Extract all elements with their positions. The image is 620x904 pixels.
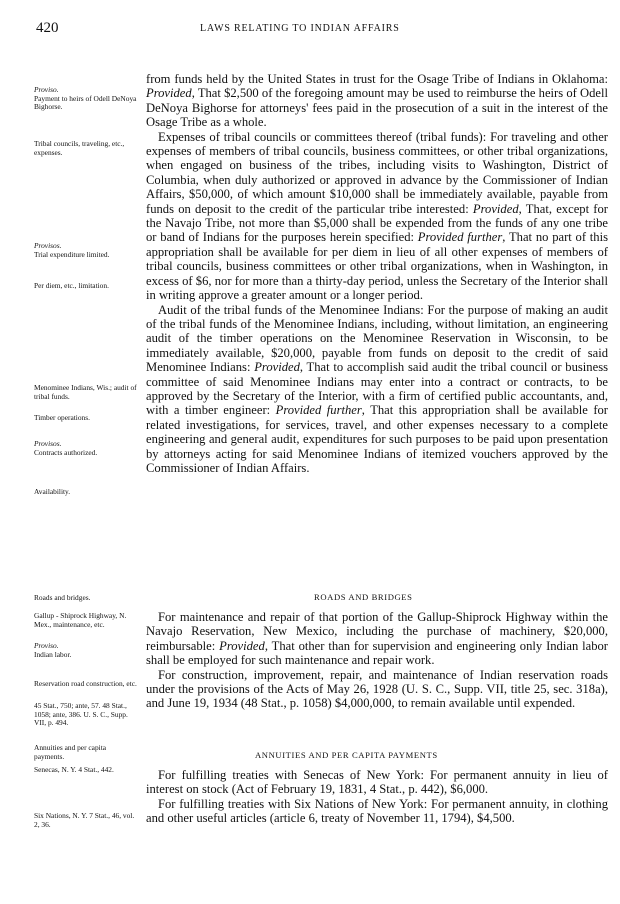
proviso-word: Provided bbox=[146, 86, 192, 101]
margin-note-proviso-labor bbox=[34, 642, 138, 659]
margin-note-text: Contracts authorized. bbox=[34, 447, 98, 457]
text: , That no part of this appropriation shall be available for per diem in lieu of all other expenses of members of tribal councils, business committees or other tribal organizations, when in Washington, in excess of $6, nor for more than a thirty-day period, unless the Secretary of the Interior shall in writing approve a greater amount or a longer period. bbox=[146, 230, 609, 303]
section-heading-roads: ROADS AND BRIDGES bbox=[314, 592, 413, 602]
paragraph-reservation-roads: For construction, improvement, repair, and maintenance of Indian reservation roads under the provisions of the Acts of May 26, 1928 (U. S. C., Supp. VII, title 25, sec. 318a), and June 19, 1934 (48 Stat., p. 1058) $4,000,000, to remain available until expended. bbox=[146, 667, 608, 711]
margin-note-reservation-roads: Reservation road construction, etc. bbox=[34, 679, 137, 688]
margin-note-text: Payment to heirs of Odell DeNoya Bighorse. bbox=[34, 93, 137, 112]
text: , That to accomplish said audit the tribal council or business committee of said Menominee Indians may enter into a contract or contracts, to be approved by the Secretary of the Interior, with a firm of certified public accountants, and, with a timber engineer: bbox=[146, 360, 608, 418]
paragraph-menominee bbox=[146, 303, 608, 476]
margin-note-availability: Availability. bbox=[34, 487, 71, 496]
margin-note-text: Trial expenditure limited. bbox=[34, 249, 110, 259]
margin-note-timber: Timber operations. bbox=[34, 413, 90, 422]
margin-note-citations: 45 Stat., 750; ante, 57. 48 Stat., 1058; ante, 386. U. S. C., Supp. VII, p. 494. bbox=[34, 701, 128, 728]
margin-note-label: Provisos. bbox=[34, 439, 62, 448]
margin-note-gallup: Gallup - Shiprock Highway, N. Mex., maintenance, etc. bbox=[34, 611, 127, 629]
text: , That, except for the Navajo Tribe, not more than $5,000 shall be expended from the funds of any one tribe or band of Indians for the purposes herein specified: bbox=[146, 201, 608, 245]
margin-note-label: Proviso. bbox=[34, 641, 59, 650]
margin-note-tribal-councils: Tribal councils, traveling, etc., expenses. bbox=[34, 139, 125, 157]
margin-note-label: Proviso. bbox=[34, 85, 59, 94]
running-head: LAWS RELATING TO INDIAN AFFAIRS bbox=[200, 23, 400, 34]
margin-note-six-nations: Six Nations, N. Y. 7 Stat., 46, vol. 2, 36. bbox=[34, 811, 135, 829]
margin-note-annuities: Annuities and per capita payments. bbox=[34, 743, 107, 761]
section-heading-annuities: ANNUITIES AND PER CAPITA PAYMENTS bbox=[255, 750, 438, 760]
text: Audit of the tribal funds of the Menominee Indians: For the purpose of making an audit of the tribal funds of the Menominee Indians, including, without limitation, an engineering audit of the timber operations on the Menominee Reservation in Wisconsin, to be immediately available, $20,000, payable from funds on deposit to the credit of said Menominee Indians: bbox=[146, 302, 608, 375]
page-number: 420 bbox=[36, 20, 59, 36]
margin-note-menominee: Menominee Indians, Wis.; audit of tribal funds. bbox=[34, 383, 137, 401]
proviso-word: Provided bbox=[254, 360, 300, 375]
margin-note-provisos-contracts bbox=[34, 440, 138, 457]
text: Expenses of tribal councils or committees thereof (tribal funds): For traveling and other expenses of members of tribal councils, business committees, or other tribal organizations, when engaged on business of the tribes, including visits to Washington, District of Columbia, when duly authorized or approved in advance by the Commissioner of Indian Affairs, $50,000, of which amount $10,000 shall be immediately available, payable from funds on deposit to the credit of the particular tribe interested: bbox=[146, 129, 608, 216]
main-text-block-2 bbox=[146, 610, 608, 711]
text: , That this appropriation shall be available for related investigations, for services, travel, and other expenses necessary to a complete engineering and general audit, expenditures for such purposes to be paid upon presentation by attorneys acting for said Menominee Indians of itemized vouchers approved by the Commissioner of Indian Affairs. bbox=[146, 403, 608, 475]
text: For maintenance and repair of that portion of the Gallup-Shiprock Highway within the Navajo Reservation, New Mexico, including the purchase of machinery, $20,000, reimbursable: bbox=[146, 610, 608, 653]
text: from funds held by the United States in trust for the Osage Tribe of Indians in Oklahoma: bbox=[146, 72, 608, 86]
paragraph-gallup bbox=[146, 610, 608, 668]
margin-note-text: Indian labor. bbox=[34, 649, 72, 659]
margin-note-senecas: Senecas, N. Y. 4 Stat., 442. bbox=[34, 765, 114, 774]
paragraph-tribal-councils bbox=[146, 130, 608, 303]
margin-note-roads: Roads and bridges. bbox=[34, 593, 91, 602]
paragraph-osage bbox=[146, 72, 608, 130]
margin-note-provisos-trial bbox=[34, 242, 138, 259]
main-text-block-3 bbox=[146, 768, 608, 826]
paragraph-senecas: For fulfilling treaties with Senecas of New York: For permanent annuity in lieu of interest on stock (Act of February 19, 1831, 4 Stat., p. 442), $6,000. bbox=[146, 768, 608, 797]
text: , That other than for supervision and engineering only Indian labor shall be employed for such maintenance and repair work. bbox=[146, 638, 608, 668]
margin-note-per-diem: Per diem, etc., limitation. bbox=[34, 281, 109, 290]
text: , That $2,500 of the foregoing amount may be used to reimburse the heirs of Odell DeNoya Bighorse for attorneys' fees paid in the prosecution of a suit in the interest of the Osage Tribe as a whole. bbox=[146, 86, 608, 130]
proviso-word: Provided bbox=[472, 201, 519, 216]
proviso-word: Provided bbox=[219, 638, 265, 653]
margin-note-label: Provisos. bbox=[34, 241, 62, 250]
proviso-word: Provided further bbox=[417, 230, 503, 245]
proviso-word: Provided further bbox=[275, 403, 362, 418]
paragraph-six-nations: For fulfilling treaties with Six Nations of New York: For permanent annuity, in clothing and other useful articles (article 6, treaty of November 11, 1794), $4,500. bbox=[146, 796, 608, 826]
main-text-block-1 bbox=[146, 72, 608, 475]
margin-note-proviso-bighorse bbox=[34, 86, 138, 112]
